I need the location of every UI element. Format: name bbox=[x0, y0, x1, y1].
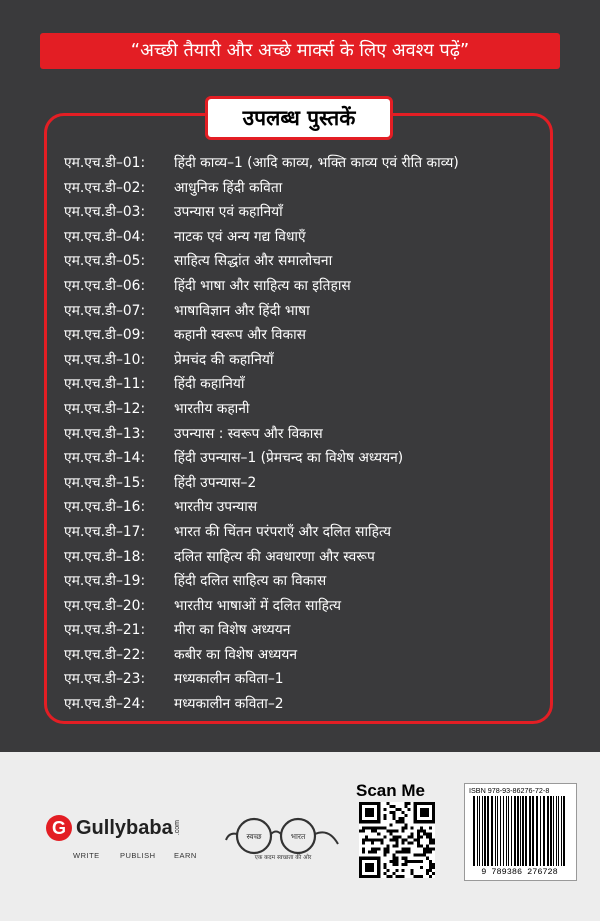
book-list-item bbox=[64, 176, 459, 201]
book-title: भारतीय भाषाओं में दलित साहित्य bbox=[174, 597, 341, 614]
book-list-item bbox=[64, 594, 459, 619]
book-title: कबीर का विशेष अध्ययन bbox=[174, 646, 298, 663]
book-title: कहानी स्वरूप और विकास bbox=[174, 327, 306, 344]
book-list-item bbox=[64, 299, 459, 324]
book-code: एम.एच.डी–15: bbox=[64, 474, 146, 491]
book-title: हिंदी दलित साहित्य का विकास bbox=[174, 573, 327, 590]
scan-me-label: Scan Me bbox=[356, 781, 425, 800]
book-list-item bbox=[64, 151, 459, 176]
book-title: भाषाविज्ञान और हिंदी भाषा bbox=[174, 302, 310, 319]
book-list-item bbox=[64, 397, 459, 422]
book-code: एम.एच.डी–16: bbox=[64, 499, 146, 516]
book-list-item bbox=[64, 446, 459, 471]
book-title: नाटक एवं अन्य गद्य विधाएँ bbox=[174, 228, 306, 245]
tagline-publish: PUBLISH bbox=[120, 851, 156, 860]
book-code: एम.एच.डी–01: bbox=[64, 155, 146, 171]
book-list-item bbox=[64, 323, 459, 348]
book-title: दलित साहित्य की अवधारणा और स्वरूप bbox=[174, 548, 375, 565]
book-title: प्रेमचंद की कहानियाँ bbox=[174, 351, 274, 368]
book-title: हिंदी कहानियाँ bbox=[174, 376, 245, 393]
swachh-slogan: एक कदम स्वच्छता की ओर bbox=[254, 855, 312, 861]
book-code: एम.एच.डी–03: bbox=[64, 204, 146, 221]
book-list-item bbox=[64, 372, 459, 397]
book-title: मीरा का विशेष अध्ययन bbox=[174, 622, 291, 639]
g-logo-icon: G bbox=[46, 815, 72, 841]
book-list-item bbox=[64, 471, 459, 496]
available-books-heading: उपलब्ध पुस्तकें bbox=[205, 96, 393, 140]
book-title: आधुनिक हिंदी कविता bbox=[174, 179, 283, 196]
isbn-digits: 9 789386 276728 bbox=[481, 867, 558, 877]
book-list-item bbox=[64, 200, 459, 225]
book-list-item bbox=[64, 520, 459, 545]
book-code: एम.एच.डी–11: bbox=[64, 376, 146, 393]
book-title: हिंदी उपन्यास–2 bbox=[174, 474, 257, 491]
book-list bbox=[64, 151, 459, 717]
book-list-item bbox=[64, 225, 459, 250]
publisher-domain: .com bbox=[173, 820, 181, 836]
book-list-item bbox=[64, 422, 459, 447]
publisher-name: Gullybaba bbox=[76, 816, 173, 839]
publisher-logo bbox=[46, 815, 181, 841]
tagline-write: WRITE bbox=[73, 851, 100, 860]
book-title: हिंदी काव्य–1 (आदि काव्य, भक्ति काव्य एवं रीति काव्य) bbox=[174, 155, 459, 171]
book-list-item bbox=[64, 274, 459, 299]
book-list-item bbox=[64, 643, 459, 668]
book-title: मध्यकालीन कविता–1 bbox=[174, 671, 284, 688]
book-title: भारतीय कहानी bbox=[174, 400, 250, 417]
book-title: मध्यकालीन कविता–2 bbox=[174, 696, 284, 713]
book-title: हिंदी उपन्यास–1 (प्रेमचन्द का विशेष अध्ययन) bbox=[174, 450, 404, 467]
book-code: एम.एच.डी–19: bbox=[64, 573, 146, 590]
book-list-item bbox=[64, 495, 459, 520]
book-title: साहित्य सिद्धांत और समालोचना bbox=[174, 253, 333, 270]
book-code: एम.एच.डी–22: bbox=[64, 646, 146, 663]
book-code: एम.एच.डी–09: bbox=[64, 327, 146, 344]
book-list-item bbox=[64, 545, 459, 570]
qr-code-icon bbox=[359, 802, 435, 878]
book-list-item bbox=[64, 667, 459, 692]
tagline-banner: “अच्छी तैयारी और अच्छे मार्क्स के लिए अवश्य पढ़ें” bbox=[40, 33, 560, 69]
tagline-earn: EARN bbox=[174, 851, 197, 860]
barcode-icon bbox=[467, 796, 572, 866]
book-list-item bbox=[64, 618, 459, 643]
book-list-item bbox=[64, 569, 459, 594]
book-title: उपन्यास एवं कहानियाँ bbox=[174, 204, 283, 221]
book-code: एम.एच.डी–05: bbox=[64, 253, 146, 270]
swachh-right-word: भारत bbox=[290, 832, 306, 841]
book-code: एम.एच.डी–07: bbox=[64, 302, 146, 319]
book-code: एम.एच.डी–12: bbox=[64, 400, 146, 417]
book-title: भारत की चिंतन परंपराएँ और दलित साहित्य bbox=[174, 523, 391, 540]
book-code: एम.एच.डी–06: bbox=[64, 277, 146, 294]
book-list-item bbox=[64, 249, 459, 274]
book-code: एम.एच.डी–10: bbox=[64, 351, 146, 368]
book-title: हिंदी भाषा और साहित्य का इतिहास bbox=[174, 277, 351, 294]
book-title: उपन्यास : स्वरूप और विकास bbox=[174, 425, 323, 442]
book-code: एम.एच.डी–21: bbox=[64, 622, 146, 639]
book-code: एम.एच.डी–04: bbox=[64, 228, 146, 245]
book-code: एम.एच.डी–14: bbox=[64, 450, 146, 467]
book-code: एम.एच.डी–20: bbox=[64, 597, 146, 614]
swachh-left-word: स्वच्छ bbox=[246, 832, 262, 841]
book-code: एम.एच.डी–18: bbox=[64, 548, 146, 565]
isbn-label: ISBN 978-93-86276-72-8 bbox=[469, 786, 550, 795]
book-list-item bbox=[64, 348, 459, 373]
book-code: एम.एच.डी–24: bbox=[64, 696, 146, 713]
book-code: एम.एच.डी–02: bbox=[64, 179, 146, 196]
book-code: एम.एच.डी–17: bbox=[64, 523, 146, 540]
book-list-item bbox=[64, 692, 459, 717]
book-code: एम.एच.डी–13: bbox=[64, 425, 146, 442]
book-code: एम.एच.डी–23: bbox=[64, 671, 146, 688]
book-title: भारतीय उपन्यास bbox=[174, 499, 258, 516]
